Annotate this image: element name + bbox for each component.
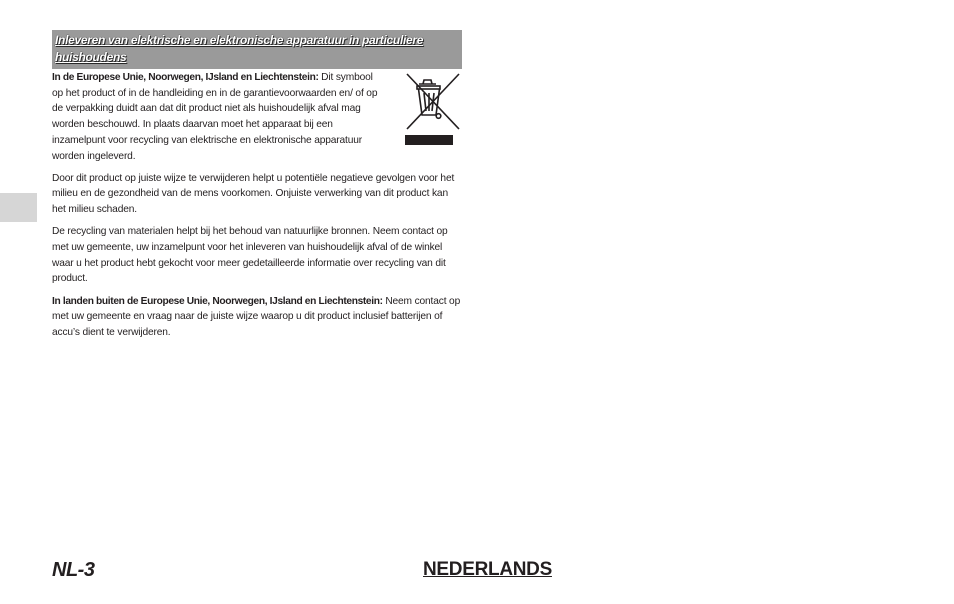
outside-eu-paragraph — [52, 294, 464, 341]
eu-text: Dit symbool op het product of in de handleiding en in de garantievoorwaarden en/ of op de verpakking duidt aan dat dit product niet als huishoudelijk afval mag worden beschouwd. In plaats daarvan moet het apparaat bij een inzamelpunt voor recycling van elektrische en elektronische apparatuur worden ingeleverd. — [52, 72, 378, 162]
eu-lead: In de Europese Unie, Noorwegen, IJsland en Liechtenstein: — [52, 72, 319, 83]
outside-eu-lead: In landen buiten de Europese Unie, Noorwegen, IJsland en Liechtenstein: — [52, 295, 383, 307]
section-title: Inleveren van elektrische en elektronische apparatuur in particuliere huishoudens — [55, 33, 424, 64]
environment-paragraph: Door dit product op juiste wijze te verwijderen helpt u potentiële negatieve gevolgen voor het milieu en de gezondheid van de mens voorkomen. Onjuiste verwerking van dit product kan het milieu schaden. — [52, 172, 455, 216]
outside-eu-text: Neem contact op met uw gemeente en vraag naar de juiste wijze waarop u dit product inclusief batterijen of accu’s dient te verwijderen. — [52, 295, 461, 339]
side-thumb-tab — [0, 193, 37, 222]
language-label: NEDERLANDS — [423, 559, 552, 580]
document-body — [52, 70, 464, 347]
page-number: NL-3 — [52, 559, 95, 581]
section-header — [52, 30, 462, 69]
eu-paragraph — [52, 70, 382, 164]
recycling-paragraph: De recycling van materialen helpt bij het behoud van natuurlijke bronnen. Neem contact op met uw gemeente, uw inzamelpunt voor het inleveren van huishoudelijk afval of de winkel waar u het product hebt gekocht voor meer gedetailleerde informatie over recycling van dit product. — [52, 226, 448, 285]
